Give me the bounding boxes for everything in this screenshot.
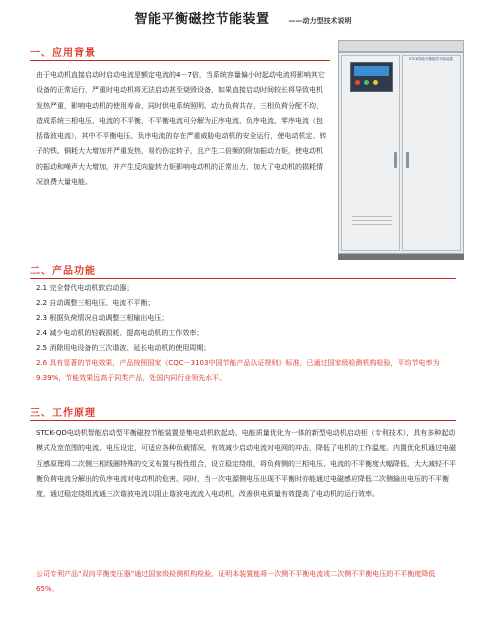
document-title-row [0, 8, 486, 27]
function-item: 2.2 自动调整三相电压、电流不平衡； [36, 299, 155, 307]
cabinet-body [338, 52, 464, 254]
function-item-highlight: 2.6 具有显著的节电效果，产品按照国家《CQC－3103中国节能产品认证规则》标准，已通过国家级检测机构检验，平均节电率为9.39%，节能效果远高于同类产品，处国内同行业领先水平。 [36, 359, 440, 382]
cabinet-left-door [341, 55, 400, 251]
section-heading-functions: 二、产品功能 [30, 266, 96, 277]
cabinet-base [338, 254, 464, 260]
principle-paragraph: STCK-QD电动机智能启动型平衡磁控节能装置是集电动机软起动、电能质量优化为一体的新型电动机启动柜（专利技术），具有多种起动模式及宽范围的电流、电压设定，可适应各种负载情况，有效减少启动电流对电网的冲击，降低了电机的工作温度。内置优化机通过电磁互感原理将二次侧三相线圈特殊的交叉布置与极性组合，设立稳定绕组，将负荷侧的三相电压、电流的不平衡度大幅降低，大大减轻不平衡负荷电流分解出的负序电流对电动机的危害。同时，当一次电源侧电压出现不平衡时亦能通过电磁感应降低二次侧输出电压的不平衡度，通过稳定绕组流通三次谐波电流以阻止谐波电流流入电动机，改善供电质量有效提高了电动机的运行效率。 [36, 429, 456, 499]
section-heading-background: 一、应用背景 [30, 48, 96, 59]
section-divider [30, 278, 456, 279]
function-item: 2.3 根据负荷情况自动调整三相输出电压； [36, 314, 169, 322]
function-item: 2.5 消除用电设备的三次谐波、延长电动机的使用周期； [36, 344, 211, 352]
indicator-lamp-red [355, 80, 360, 85]
function-item: 2.4 减少电动机的轻载损耗、提高电动机的工作效率； [36, 329, 204, 337]
cabinet-nameplate: STCK智能平衡磁控节能装置 [409, 57, 453, 61]
vent-slot [352, 220, 392, 221]
document-title: 智能平衡磁控节能装置 [134, 12, 270, 27]
section-heading-principle: 三、工作原理 [30, 408, 96, 419]
indicator-lamp-yellow [373, 80, 378, 85]
background-paragraph: 由于电动机直接启动时启动电流是额定电流的4－7倍，当系统容量偏小时起动电流将影响其它设备的正常运行，严重时电动机将无法启动甚至烧毁设备，如果直接启动时间较长将导致电机发热严重，影响电动机的使用寿命，同时供电系统照明、动力负荷共存，三相负荷分配不均，造成系统三相电压、电流的不平衡，不平衡电流可分解为正序电流、负序电流、零序电流（包括谐波电流），其中不平衡电压、负序电流的存在严重威胁电动机的安全运行，使电动机定、转子的铁、铜耗大大增加并严重发热，易灼伤定转子，且产生二倍频的附加振动力矩，使电动机的振动和噪声大大增加，并产生反向旋转力矩影响电动机的正常出力，加大了电动机的损耗情况浪费大量电能。 [36, 71, 327, 187]
principle-highlight: 公司专利产品“双向平衡变压器”通过国家级检测机构检验，证明本装置能将一次侧不平衡电流或二次侧不平衡电压的不平衡度降低65%。 [36, 570, 436, 594]
section-divider [30, 60, 330, 61]
function-item: 2.1 完全替代电动机软启动器； [36, 284, 134, 292]
section-divider [30, 420, 456, 421]
door-handle [406, 152, 409, 168]
door-handle [394, 152, 397, 168]
cabinet-top [338, 40, 464, 52]
vent-slot [352, 216, 392, 217]
control-panel [350, 62, 393, 92]
document-subtitle: ——动力型技术说明 [288, 17, 352, 25]
display-screen [354, 66, 389, 76]
indicator-lamp-green [364, 80, 369, 85]
vent-slot [352, 224, 392, 225]
cabinet-illustration [338, 40, 464, 260]
cabinet-right-door [402, 55, 461, 251]
